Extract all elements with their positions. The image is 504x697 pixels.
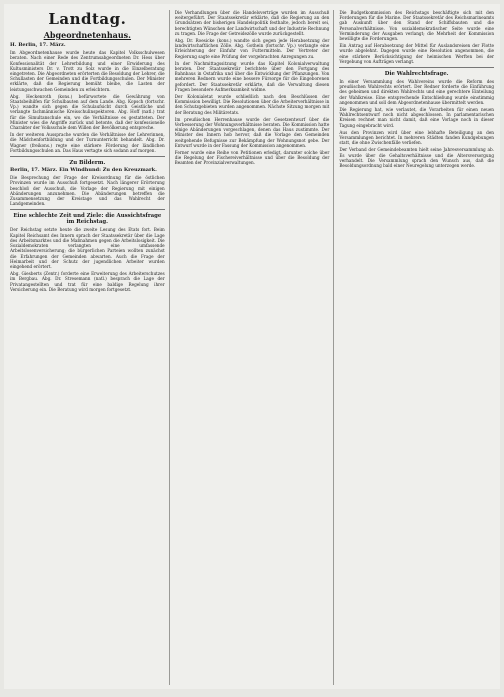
newspaper-page xyxy=(4,4,500,689)
article-paragraph: Abg. Giesberts (Zentr.) forderte eine Erweiterung des Arbeiterschutzes im Bergbau. Abg. Dr. Stresemann (natl.) besprach die Lage der Privatangestellten und trat für eine baldige Regelung ihrer Versicherung ein. Die Beratung wird morgen fortgesetzt. xyxy=(10,271,165,292)
right-column xyxy=(339,10,494,685)
article-paragraph: Im Abgeordnetenhause wurde heute das Kapitel Volksschulwesen beraten. Nach einer Rede des Zentrumsabgeordneten Dr. Hess über Konfessionalität der Lehrerbildung und einer Erwiderung des Kultusministers Dr. v. Trott zu Solz wurde in die Einzelberatung eingetreten. Die Abgeordneten erörterten die Besoldung der Lehrer, die Schullasten der Gemeinden und die Fortbildungsschulen. Der Minister erklärte, daß die Regierung bemüht bleibe, die Lasten der leistungsschwachen Gemeinden zu erleichtern. xyxy=(10,50,165,92)
article-paragraph: In der Nachmittagssitzung wurde das Kapitel Kolonialverwaltung beraten. Der Staatssekretär berichtete über den Fortgang des Bahnbaus in Ostafrika und über die Entwicklung der Pflanzungen. Von mehreren Rednern wurde eine bessere Fürsorge für die Eingeborenen gefordert. Der Staatssekretär erklärte, daß die Verwaltung diesen Fragen besondere Aufmerksamkeit widme. xyxy=(174,60,330,92)
article-paragraph: Im preußischen Herrenhause wurde der Gesetzentwurf über die Verbesserung der Wohnungsverhältnisse beraten. Die Kommission hatte einige Abänderungen vorgeschlagen, denen das Haus zustimmte. Der Minister des Innern hob hervor, daß die Vorlage den Gemeinden weitgehende Befugnisse zur Bekämpfung der Wohnungsnot gebe. Der Entwurf wurde in der Fassung der Kommission angenommen. xyxy=(174,116,330,148)
section-title: Die Wahlrechtsfrage. xyxy=(384,71,449,78)
article-paragraph: Die Besprechung der Frage der Kreisordnung für die östlichen Provinzen wurde im Ausschuß fortgesetzt. Nach längerer Erörterung beschloß der Ausschuß, die Vorlage der Regierung mit einigen Abänderungen anzunehmen. Die Abänderungen betreffen die Zusammensetzung der Kreistage und das Wahlrecht der Landgemeinden. xyxy=(10,175,165,207)
article-paragraph: Abg. Dr. Roesicke (kons.) wandte sich gegen jede Herabsetzung der landwirtschaftlichen Zölle. Abg. Gothein (fortschr. Vp.) verlangte eine Erleichterung der Einfuhr von Futtermitteln. Der Vertreter der Regierung sagte eine Prüfung der vorgebrachten Anregungen zu. xyxy=(174,38,330,59)
section-title: Eine schlechte Zeit und Ziele: die Aussichtsfrage im Reichstag. xyxy=(13,213,162,226)
left-column xyxy=(10,10,170,685)
middle-column xyxy=(175,10,335,685)
article-paragraph: Abg. Heckenroth (kons.) befürwortete die Gewährung von Staatsbeihilfen für Schulbauten auf dem Lande. Abg. Kopsch (fortschr. Vp.) wandte sich gegen die Schulaufsicht durch Geistliche und verlangte fachmännische Kreisschulinspektoren. Abg. Hoff (natl.) trat für die Simultanschule ein, wo die Verhältnisse es gestatteten. Der Minister wies die Angriffe zurück und betonte, daß der konfessionelle Charakter der Volksschule dem Willen der Bevölkerung entspreche. xyxy=(10,93,165,131)
section-rule xyxy=(10,209,165,210)
article-paragraph: In der weiteren Aussprache wurden die Verhältnisse der Lehrerinnen, die Mädchenfortbildung und der Turnunterricht behandelt. Abg. Dr. Wagner (freikons.) regte eine stärkere Förderung der ländlichen Fortbildungsschulen an. Das Haus vertagte sich sodann auf morgen. xyxy=(10,132,165,153)
section-rule xyxy=(339,67,494,68)
article-paragraph: Die Regierung hat, wie verlautet, die Vorarbeiten für einen neuen Wahlrechtsentwurf noch nicht abgeschlossen. In parlamentarischen Kreisen rechnet man nicht damit, daß eine Vorlage noch in dieser Tagung eingebracht wird. xyxy=(339,107,495,128)
article-paragraph: Der Kolonialetat wurde schließlich nach den Beschlüssen der Kommission bewilligt. Die Resolutionen über die Arbeiterverhältnisse in den Schutzgebieten wurden angenommen. Nächste Sitzung morgen mit der Beratung des Militäretats. xyxy=(174,94,330,115)
dateline: H. Berlin, 17. März. xyxy=(10,42,66,48)
dateline: Berlin, 17. März. Ein Windhund: Zu den Kreuzmark. xyxy=(10,167,157,174)
article-paragraph: Aus den Provinzen wird über eine lebhafte Beteiligung an den Versammlungen berichtet. In mehreren Städten fanden Kundgebungen statt, die ohne Zwischenfälle verliefen. xyxy=(339,129,495,146)
article-paragraph: Der Reichstag setzte heute die zweite Lesung des Etats fort. Beim Kapitel Reichsamt des Innern sprach der Staatssekretär über die Lage des Arbeitsmarktes und die Maßnahmen gegen die Arbeitslosigkeit. Die Sozialdemokraten verlangten eine umfassende Arbeitslosenversicherung; die bürgerlichen Parteien wollten zunächst die Erfahrungen der Gemeinden abwarten. Auch die Frage der Heimarbeit und der Schutz der jugendlichen Arbeiter wurden eingehend erörtert. xyxy=(10,227,165,269)
article-paragraph: Ein Antrag auf Herabsetzung der Mittel für Auslandsreisen der Flotte wurde abgelehnt. Dagegen wurde eine Resolution angenommen, die eine stärkere Berücksichtigung der heimischen Werften bei der Vergebung von Aufträgen verlangt. xyxy=(339,43,495,64)
article-paragraph: Die Budgetkommission des Reichstags beschäftigte sich mit den Forderungen für die Marine. Der Staatssekretär des Reichsmarineamts gab Auskunft über den Stand der Schiffsbauten und die Personalverhältnisse. Von sozialdemokratischer Seite wurde eine Verminderung der Ausgaben verlangt; die Mehrheit der Kommission bewilligte die Forderungen. xyxy=(339,10,495,42)
section-title: Zu Bilderm. xyxy=(69,160,106,167)
article-paragraph: Der Verband der Gemeindebeamten hielt seine Jahresversammlung ab. Es wurde über die Gehaltsverhältnisse und die Altersversorgung verhandelt. Die Versammlung sprach den Wunsch aus, daß die Besoldungsordnung bald einer Neuregelung unterzogen werde. xyxy=(339,147,495,169)
article-paragraph: Ferner wurde eine Reihe von Petitionen erledigt, darunter solche über die Regelung der Fischereiverhältnisse und über die Besoldung der Beamten der Provinzialverwaltungen. xyxy=(174,150,330,166)
section-rule xyxy=(10,156,165,157)
article-paragraph: In einer Versammlung des Wahlvereins wurde die Reform des preußischen Wahlrechts erörtert. Der Redner forderte die Einführung des geheimen und direkten Wahlrechts und eine gerechtere Einteilung der Wahlkreise. Eine entsprechende Entschließung wurde einstimmig angenommen und soll dem Abgeordnetenhause übermittelt werden. xyxy=(339,79,495,105)
column-layout xyxy=(10,10,494,685)
page-title: Landtag. xyxy=(48,10,127,28)
page-subtitle: Abgeordnetenhaus. xyxy=(43,30,131,40)
article-paragraph: Die Verhandlungen über die Handelsverträge wurden im Ausschuß weitergeführt. Der Staatssekretär erklärte, daß die Regierung an den Grundsätzen der bisherigen Handelspolitik festhalte, jedoch bereit sei, berechtigten Wünschen der Landwirtschaft und der Industrie Rechnung zu tragen. Die Frage der Getreidezölle wurde zurückgestellt. xyxy=(174,10,330,36)
